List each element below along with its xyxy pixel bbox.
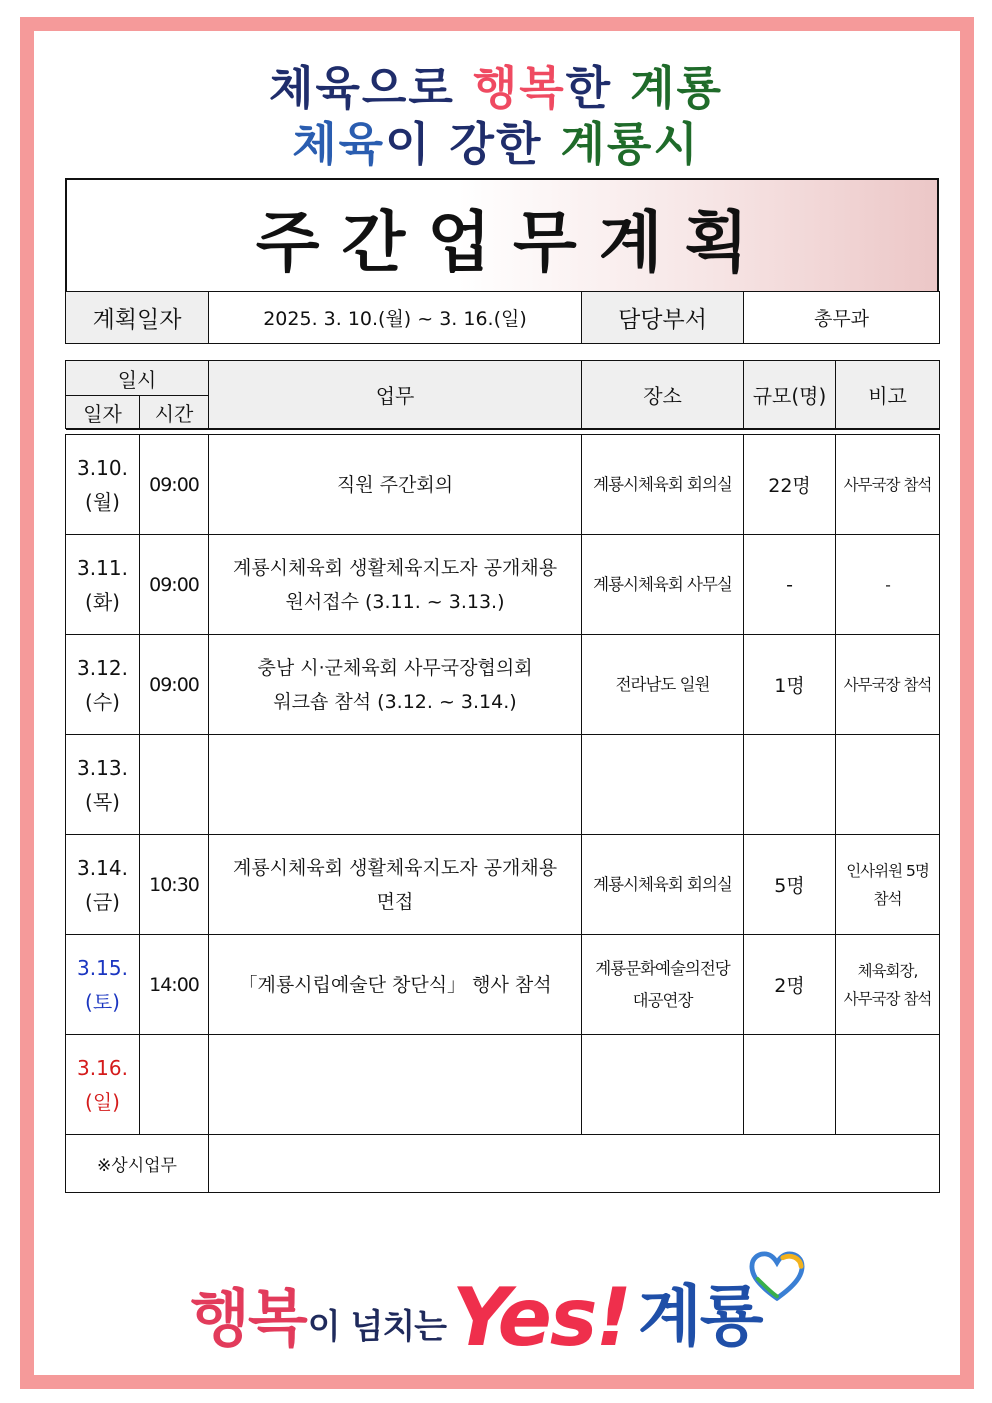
document-title-box	[65, 178, 939, 292]
header-scale: 규모(명)	[744, 361, 836, 429]
row-time: 09:00	[140, 535, 209, 635]
slogan-text: 계룡시	[560, 117, 700, 171]
header-date: 일자	[66, 396, 140, 429]
table-row	[66, 635, 940, 735]
row-task	[209, 735, 582, 835]
row-time	[140, 735, 209, 835]
row-time: 09:00	[140, 635, 209, 735]
dept-value: 총무과	[744, 292, 940, 344]
row-place: 전라남도 일원	[582, 635, 744, 735]
slogan-text: 체육	[269, 61, 362, 115]
logo-text: 계룡	[638, 1278, 762, 1355]
document-title: 주간업무계획	[255, 203, 771, 281]
header-time: 시간	[140, 396, 209, 429]
row-date: 3.10. (월)	[66, 435, 140, 535]
row-scale: 22명	[744, 435, 836, 535]
row-note	[836, 1035, 940, 1135]
slogan-text: 행복	[472, 61, 566, 115]
weekly-schedule-table	[65, 360, 940, 1193]
row-date: 3.12. (수)	[66, 635, 140, 735]
row-date: 3.13. (목)	[66, 735, 140, 835]
table-row	[66, 435, 940, 535]
logo-text: 행복	[190, 1282, 306, 1355]
table-row	[66, 535, 940, 635]
row-task: 「계룡시립예술단 창단식」 행사 참석	[209, 935, 582, 1035]
slogan-text: 체육	[292, 117, 386, 171]
row-time: 10:30	[140, 835, 209, 935]
row-scale	[744, 1035, 836, 1135]
row-task: 계룡시체육회 생활체육지도자 공개채용 면접	[209, 835, 582, 935]
heart-icon	[748, 1250, 806, 1304]
row-scale: 5명	[744, 835, 836, 935]
routine-work-row	[66, 1135, 940, 1193]
plan-info-table	[65, 291, 940, 344]
table-row	[66, 1035, 940, 1135]
row-place	[582, 1035, 744, 1135]
slogan-line-2	[0, 108, 992, 174]
row-task: 충남 시·군체육회 사무국장협의회 워크숍 참석 (3.12. ~ 3.14.)	[209, 635, 582, 735]
routine-work-value	[209, 1135, 940, 1193]
table-row	[66, 735, 940, 835]
row-task	[209, 1035, 582, 1135]
logo-text: 이 넘치는	[307, 1307, 447, 1347]
slogan-text: 계룡	[630, 61, 723, 115]
row-date-sunday: 3.16. (일)	[66, 1035, 140, 1135]
row-time	[140, 1035, 209, 1135]
row-scale: 2명	[744, 935, 836, 1035]
row-task: 계룡시체육회 생활체육지도자 공개채용 원서접수 (3.11. ~ 3.13.)	[209, 535, 582, 635]
slogan-text: 이 강한	[385, 117, 561, 171]
header-task: 업무	[209, 361, 582, 429]
dept-label: 담당부서	[582, 292, 744, 344]
slogan-text: 으로	[361, 61, 473, 115]
row-scale: -	[744, 535, 836, 635]
row-task: 직원 주간회의	[209, 435, 582, 535]
plan-date-label: 계획일자	[66, 292, 209, 344]
row-scale: 1명	[744, 635, 836, 735]
row-time: 14:00	[140, 935, 209, 1035]
row-place: 계룡시체육회 회의실	[582, 835, 744, 935]
slogan-text: 한	[565, 61, 631, 115]
table-row	[66, 935, 940, 1035]
row-note: 체육회장, 사무국장 참석	[836, 935, 940, 1035]
row-scale	[744, 735, 836, 835]
logo-text: Yes!	[452, 1271, 630, 1364]
row-note: 사무국장 참석	[836, 635, 940, 735]
header-place: 장소	[582, 361, 744, 429]
row-place: 계룡문화예술의전당 대공연장	[582, 935, 744, 1035]
table-row	[66, 835, 940, 935]
row-place	[582, 735, 744, 835]
header-note: 비고	[836, 361, 940, 429]
row-date-saturday: 3.15. (토)	[66, 935, 140, 1035]
header-datetime: 일시	[66, 361, 209, 396]
row-date: 3.14. (금)	[66, 835, 140, 935]
row-time: 09:00	[140, 435, 209, 535]
row-place: 계룡시체육회 회의실	[582, 435, 744, 535]
routine-work-label: ※상시업무	[66, 1135, 209, 1193]
row-date: 3.11. (화)	[66, 535, 140, 635]
row-note	[836, 735, 940, 835]
row-note: -	[836, 535, 940, 635]
row-place: 계룡시체육회 사무실	[582, 535, 744, 635]
row-note: 사무국장 참석	[836, 435, 940, 535]
plan-date-value: 2025. 3. 10.(월) ~ 3. 16.(일)	[209, 292, 582, 344]
city-slogan-logo	[190, 1248, 810, 1364]
row-note: 인사위원 5명 참석	[836, 835, 940, 935]
